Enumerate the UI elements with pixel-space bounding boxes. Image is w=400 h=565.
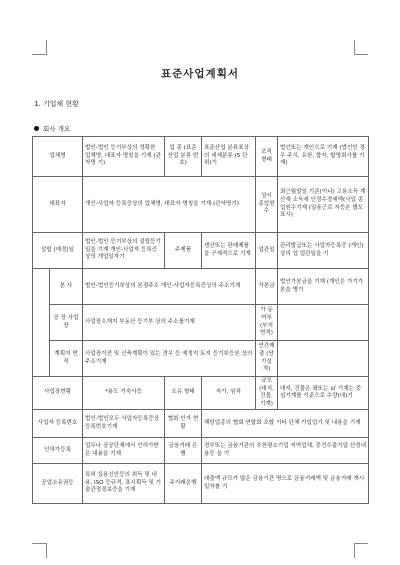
- cell-label: 업체명: [33, 137, 83, 177]
- address-label: [33, 269, 50, 377]
- table-row: [33, 137, 369, 177]
- cell-value: 법인-법인모두 사업자등록증상 등록번호기재: [83, 410, 165, 438]
- company-overview-table: [32, 136, 369, 504]
- cell-value: 법인가본금을 기재 (개인은 가기가본을 병기: [278, 269, 369, 305]
- cell-label: 사업자 등록번호: [33, 410, 83, 438]
- table-row: [33, 341, 369, 377]
- cell-value: 대출액 규모가 많은 금융기관 명으로 금융거래액 및 금융거래 개시 일자를 기: [202, 464, 369, 504]
- cell-label: 가본금: [256, 269, 278, 305]
- subheading: [34, 124, 70, 133]
- cell-value: 법인-법인등기부상의 본점주소 개인-사업자등록증상의 주소기재: [83, 269, 256, 305]
- crop-mark-br-h: [354, 543, 368, 544]
- crop-mark-bl-h: [32, 543, 46, 544]
- crop-mark-br-v: [354, 543, 355, 558]
- cell-label: 공 장 사업장: [50, 305, 83, 341]
- section-heading: 1. 기업체 현황: [34, 100, 79, 108]
- table-row: [33, 233, 369, 269]
- table-row: [33, 177, 369, 233]
- cell-label: 규모 (대지, 건물, 기계): [256, 377, 278, 410]
- cell-label: 인허가등록: [33, 438, 83, 464]
- cell-value: 법인-법인 등기부상의 정확한 업체명, 대표자 명칭을 기재 (관자명 기): [83, 137, 165, 177]
- cell-label: 설립 (예정)일: [33, 233, 83, 269]
- cell-value: 최근월말일 기준(이나) 고용소득 계산세 소득세 인정수정세액(사업 종업원수기재 (일용근로 자등은 별도표시): [278, 177, 369, 233]
- bullet-icon: [34, 126, 39, 131]
- crop-mark-tr-h: [354, 54, 368, 55]
- crop-mark-bl-v: [46, 543, 47, 558]
- cell-label: 대표자: [33, 177, 83, 233]
- cell-value: 사업장소재지 부동산 등기부 상의 주소를기재: [83, 305, 256, 341]
- cell-value: 해당업종의 협회 연합회 조합 기타 단체 가입업기 및 내용을 기재: [202, 410, 369, 438]
- cell-value: 사업장이전 및 신축계획이 있는 경우 등 예정지 토지 등기부등본 상의 주소기재: [83, 341, 256, 377]
- cell-value: 표준산업 분류표상의 세세분류 (5 단위)기: [202, 137, 256, 177]
- table-row: [33, 464, 369, 504]
- cell-label: 협회 인가 현황: [165, 410, 202, 438]
- cell-value: [278, 341, 369, 377]
- page-title: 표준사업계획서: [160, 68, 239, 80]
- cell-label: 본 사: [50, 269, 83, 305]
- cell-value: 개인-사업자 등록증상의 업체명, 대표자 명칭을 기재 (관자명기): [83, 177, 256, 233]
- cell-label: 주제품: [165, 233, 202, 269]
- cell-value: 경부또는 금융기관의 추천평소기업 지역업체, 중견수출기업 선정내용등 을 기: [202, 438, 369, 464]
- cell-value: 법인-법인 등기부상의 설립등기일을 기재 개인-사업자 등록증상의 개업일자기: [83, 233, 165, 269]
- crop-mark-tl-h: [32, 54, 46, 55]
- cell-value: 관리발급또는 사업자등록증 (개인) 상의 업 업관일을 기: [278, 233, 369, 269]
- table-row: [33, 269, 369, 305]
- cell-label: 업관일: [256, 233, 278, 269]
- cell-label: 상시 종업원 수: [256, 177, 278, 233]
- cell-label: 업 종 (표준산업 분류 번호): [165, 137, 202, 177]
- crop-mark-tl-v: [46, 40, 47, 55]
- table-row: [33, 305, 369, 341]
- cell-value: 생산또는 판매제품을 구체적으로 기재: [202, 233, 256, 269]
- cell-value: 자가, 임차: [202, 377, 256, 410]
- cell-label: 소유 형태: [165, 377, 202, 410]
- table-row: [33, 410, 369, 438]
- cell-value: [278, 305, 369, 341]
- cell-label: 조직 형태: [256, 137, 278, 177]
- table-row: [33, 438, 369, 464]
- table-row: [33, 377, 369, 410]
- subheading-text: 회사 개요: [43, 125, 71, 133]
- cell-label: 가 동 여부 (부지 면적): [256, 305, 278, 341]
- cell-value: 법인또는 개인으로 기재 (법인인 경우 주식, 유한, 합자, 합명회사를 기재): [278, 137, 369, 177]
- cell-label: 주거래은행: [165, 464, 202, 504]
- cell-label: 사업장현황: [33, 377, 83, 410]
- cell-label: 금융거래 은 행: [165, 438, 202, 464]
- cell-label: 계획지 면 적: [50, 341, 83, 377]
- cell-value: 업무나 공공단체에서 인허가받은 내용을 기재: [83, 438, 165, 464]
- cell-value: 대지, 건물은 평또는 ㎡ 기계는 중심기계를 기준으로 수량(대)기: [278, 377, 369, 410]
- cell-label: 공업소유권등: [33, 464, 83, 504]
- crop-mark-tr-v: [354, 40, 355, 55]
- cell-value: *용도 기숙사등: [83, 377, 165, 410]
- cell-value: 특허 실용신안등의 취득 및 내용, ISO 등규격, 표시획득 및 기술관정정보증을 기재: [83, 464, 165, 504]
- cell-label: 연간매출 (당기실적): [256, 341, 278, 377]
